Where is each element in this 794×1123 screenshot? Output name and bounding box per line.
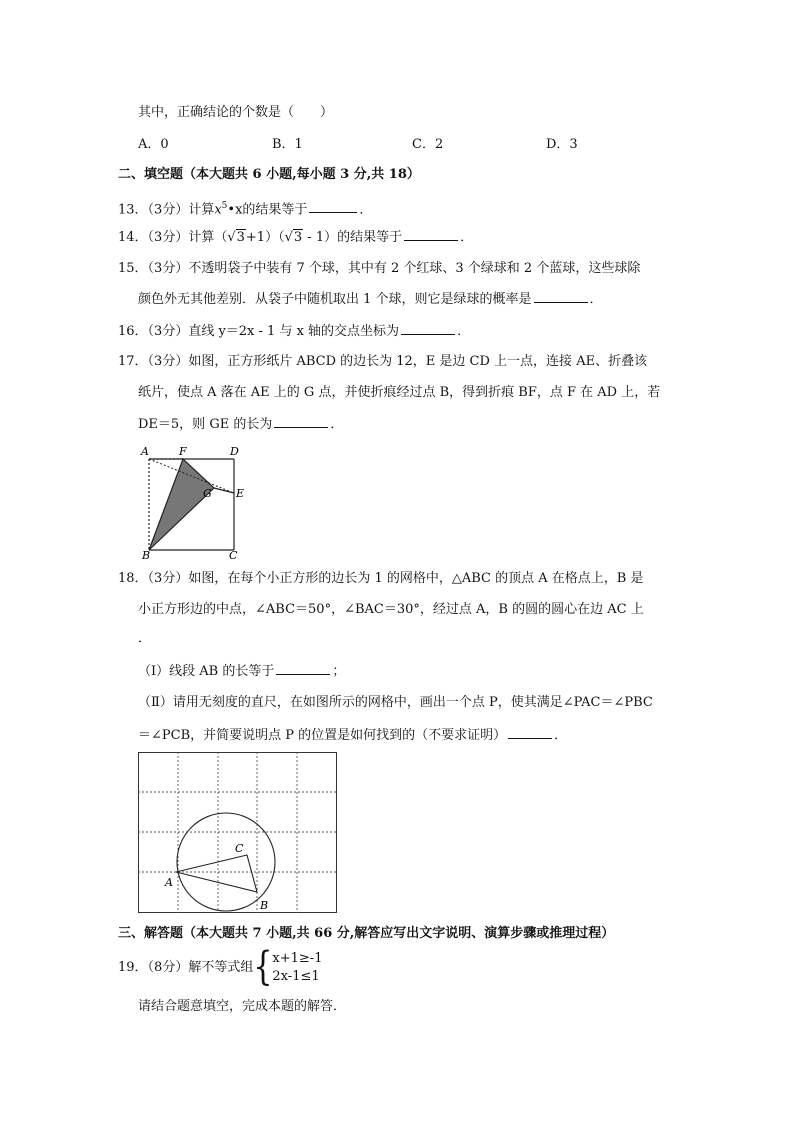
inequality-system bbox=[272, 950, 322, 986]
q18-line1: 18．（3分）如图，在每个小正方形的边长为 1 的网格中，△ABC 的顶点 A 在格点上，B 是 bbox=[118, 571, 644, 586]
q12-stem: 其中，正确结论的个数是（ ） bbox=[138, 105, 334, 120]
q16-answer-blank[interactable] bbox=[401, 322, 455, 335]
label-a: A bbox=[141, 445, 149, 458]
q18-line3: ． bbox=[138, 631, 152, 646]
q14-number: 14．（3分）计算（ bbox=[118, 230, 228, 245]
q14-mid: +1）（ bbox=[245, 230, 285, 245]
label-c: C bbox=[229, 549, 238, 560]
q12-option-c: C．2 bbox=[412, 137, 444, 152]
triangle-abc bbox=[176, 855, 257, 892]
q13-rest: •x bbox=[227, 202, 243, 218]
q17-end: ． bbox=[330, 417, 344, 432]
label-g: G bbox=[203, 487, 212, 500]
q19 bbox=[118, 944, 323, 991]
q18-part2-end: ． bbox=[554, 728, 568, 743]
q13-tail: 的结果等于 bbox=[242, 202, 308, 218]
q13-exp: 5 bbox=[221, 201, 228, 211]
folded-triangle bbox=[149, 459, 214, 550]
label-b: B bbox=[142, 549, 151, 560]
q18-part1 bbox=[138, 662, 345, 681]
inequality-2: 2x-1≤1 bbox=[272, 969, 320, 984]
q18-part2-line2 bbox=[138, 726, 567, 745]
section3-title: 三、解答题（本大题共 7 小题,共 66 分,解答应写出文字说明、演算步骤或推理过程） bbox=[118, 926, 615, 941]
q18-part2-text: ＝∠PCB，并简要说明点 P 的位置是如何找到的（不要求证明） bbox=[138, 728, 507, 743]
q18-part1-end: ； bbox=[332, 664, 346, 679]
q15-line1: 15．（3分）不透明袋子中装有 7 个球，其中有 2 个红球、3 个绿球和 2 个蓝球，这些球除 bbox=[118, 261, 641, 276]
label-d: D bbox=[230, 445, 239, 458]
circle bbox=[177, 813, 275, 911]
q18-line2: 小正方形边的中点，∠ABC＝50°，∠BAC＝30°，经过点 A，B 的圆的圆心在边 AC 上 bbox=[138, 602, 644, 617]
q15-line2 bbox=[138, 290, 603, 309]
q17-line2: 纸片，使点 A 落在 AE 上的 G 点，并使折痕经过点 B，得到折痕 BF，点 F 在 AD 上，若 bbox=[138, 385, 661, 400]
q14-tail: - 1）的结果等于 bbox=[303, 230, 403, 245]
label-f: F bbox=[179, 445, 187, 458]
q12-option-d: D．3 bbox=[546, 137, 578, 152]
brace-icon: { bbox=[253, 944, 273, 991]
q17-answer-blank[interactable] bbox=[274, 415, 328, 428]
sqrt-icon: √ bbox=[227, 230, 236, 245]
q15-text: 颜色外无其他差别．从袋子中随机取出 1 个球，则它是绿球的概率是 bbox=[138, 292, 532, 307]
q17-line1: 17．（3分）如图，正方形纸片 ABCD 的边长为 12，E 是边 CD 上一点，连接 AE、折叠该 bbox=[118, 354, 648, 369]
q17-text: DE＝5，则 GE 的长为 bbox=[138, 417, 273, 432]
q15-answer-blank[interactable] bbox=[534, 290, 588, 303]
q16-text: 16．（3分）直线 y＝2x - 1 与 x 轴的交点坐标为 bbox=[118, 324, 400, 339]
q14-radicand1: 3 bbox=[236, 230, 245, 245]
q16 bbox=[118, 322, 470, 341]
q16-end: ． bbox=[457, 324, 471, 339]
q14-end: ． bbox=[460, 230, 474, 245]
q13-answer-blank[interactable] bbox=[309, 200, 357, 213]
q18-grid-figure bbox=[138, 752, 338, 914]
sqrt-icon: √ bbox=[284, 230, 293, 245]
q17-figure bbox=[138, 442, 256, 560]
q17-line3 bbox=[138, 415, 343, 434]
label-a: A bbox=[165, 876, 173, 889]
q18-part1-blank[interactable] bbox=[276, 662, 330, 675]
q13-end: ． bbox=[359, 202, 373, 218]
label-b: B bbox=[260, 899, 269, 912]
q13-number: 13．（3分）计算 bbox=[118, 202, 215, 218]
q15-end: ． bbox=[589, 292, 603, 307]
q12-option-b: B．1 bbox=[272, 137, 303, 152]
q19-line2: 请结合题意填空，完成本题的解答． bbox=[138, 999, 347, 1014]
q14 bbox=[118, 228, 473, 247]
q14-answer-blank[interactable] bbox=[404, 228, 458, 241]
section2-title: 二、填空题（本大题共 6 小题,每小题 3 分,共 18） bbox=[118, 167, 420, 182]
label-c: C bbox=[235, 842, 244, 855]
q18-part1-text: （Ⅰ）线段 AB 的长等于 bbox=[138, 664, 275, 679]
q18-part2-line1: （Ⅱ）请用无刻度的直尺，在如图所示的网格中，画出一个点 P，使其满足∠PAC＝∠PBC bbox=[138, 695, 653, 710]
q14-radicand2: 3 bbox=[293, 230, 303, 245]
q13 bbox=[118, 197, 372, 219]
inequality-1: x+1≥-1 bbox=[272, 951, 323, 966]
q18-part2-blank[interactable] bbox=[508, 726, 552, 739]
label-e: E bbox=[236, 487, 245, 500]
q13-base: x bbox=[214, 202, 222, 218]
q19-lead: 19．（8分）解不等式组 bbox=[118, 960, 254, 975]
q12-option-a: A．0 bbox=[138, 137, 169, 152]
